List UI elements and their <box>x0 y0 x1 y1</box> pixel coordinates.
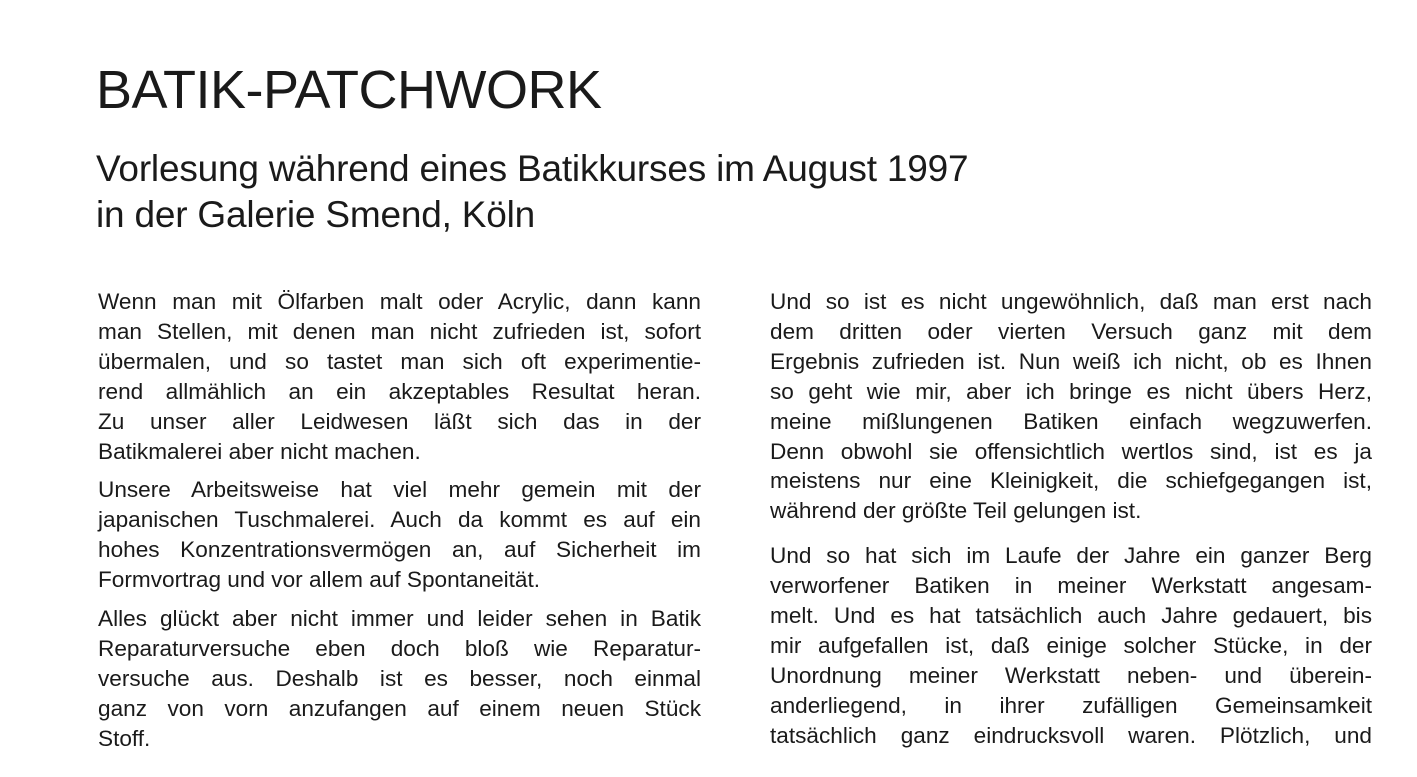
text-line: Alles glückt aber nicht immer und leider sehen in Batik <box>98 606 701 632</box>
text-line: Formvortrag und vor allem auf Spontaneität. <box>98 567 541 593</box>
text-line: versuche aus. Deshalb ist es besser, noch einmal <box>98 665 701 691</box>
text-line: Unsere Arbeitsweise hat viel mehr gemein mit der <box>98 477 701 503</box>
text-line: übermalen, und so tastet man sich oft experimentie- <box>98 348 701 374</box>
text-line: Wenn man mit Ölfarben malt oder Acrylic, dann kann <box>98 289 701 314</box>
text-line: ganz von vorn anzufangen auf einem neuen Stück <box>98 695 701 721</box>
text-line: so geht wie mir, aber ich bringe es nicht übers Herz, <box>770 378 1372 404</box>
text-line: Denn obwohl sie offensichtlich wertlos sind, ist es ja <box>770 438 1372 464</box>
text-line: Und so hat sich im Laufe der Jahre ein ganzer Berg <box>770 543 1372 569</box>
text-line: Und so ist es nicht ungewöhnlich, daß man erst nach <box>770 289 1372 314</box>
text-line: meistens nur eine Kleinigkeit, die schiefgegangen ist, <box>770 468 1372 494</box>
text-line: japanischen Tuschmalerei. Auch da kommt es auf ein <box>98 507 701 533</box>
text-line: während der größte Teil gelungen ist. <box>770 498 1142 524</box>
text-line: man Stellen, mit denen man nicht zufrieden ist, sofort <box>98 318 701 344</box>
subtitle-line: in der Galerie Smend, Köln <box>96 194 536 235</box>
subtitle-line: Vorlesung während eines Batikkurses im August 1997 <box>96 148 969 189</box>
text-line: tatsächlich ganz eindrucksvoll waren. Plötzlich, und <box>770 722 1372 748</box>
text-line: Zu unser aller Leidwesen läßt sich das in der <box>98 408 701 434</box>
text-line: dem dritten oder vierten Versuch ganz mit dem <box>770 318 1372 344</box>
text-line: verworfener Batiken in meiner Werkstatt angesam- <box>770 573 1372 599</box>
paragraph <box>98 475 701 595</box>
page-title: BATIK-PATCHWORK <box>96 60 602 120</box>
page-subtitle <box>96 146 968 238</box>
text-line: melt. Und es hat tatsächlich auch Jahre gedauert, bis <box>770 603 1372 629</box>
text-line: Stoff. <box>98 725 151 751</box>
text-line: Unordnung meiner Werkstatt neben- und überein- <box>770 662 1372 688</box>
paragraph <box>98 287 701 466</box>
paragraph <box>98 604 701 754</box>
text-line: hohes Konzentrationsvermögen an, auf Sicherheit im <box>98 537 701 563</box>
text-line: anderliegend, in ihrer zufälligen Gemeinsamkeit <box>770 692 1372 718</box>
text-line: Batikmalerei aber nicht machen. <box>98 438 421 464</box>
text-line: mir aufgefallen ist, daß einige solcher Stücke, in der <box>770 632 1372 658</box>
paragraph <box>770 541 1372 750</box>
text-column-right <box>770 287 1372 751</box>
text-column-left <box>98 287 701 754</box>
text-line: Ergebnis zufrieden ist. Nun weiß ich nicht, ob es Ihnen <box>770 348 1372 374</box>
paragraph <box>770 287 1372 526</box>
text-line: Reparaturversuche eben doch bloß wie Reparatur- <box>98 635 701 661</box>
text-line: meine mißlungenen Batiken einfach wegzuwerfen. <box>770 408 1372 434</box>
text-line: rend allmählich an ein akzeptables Resultat heran. <box>98 378 701 404</box>
